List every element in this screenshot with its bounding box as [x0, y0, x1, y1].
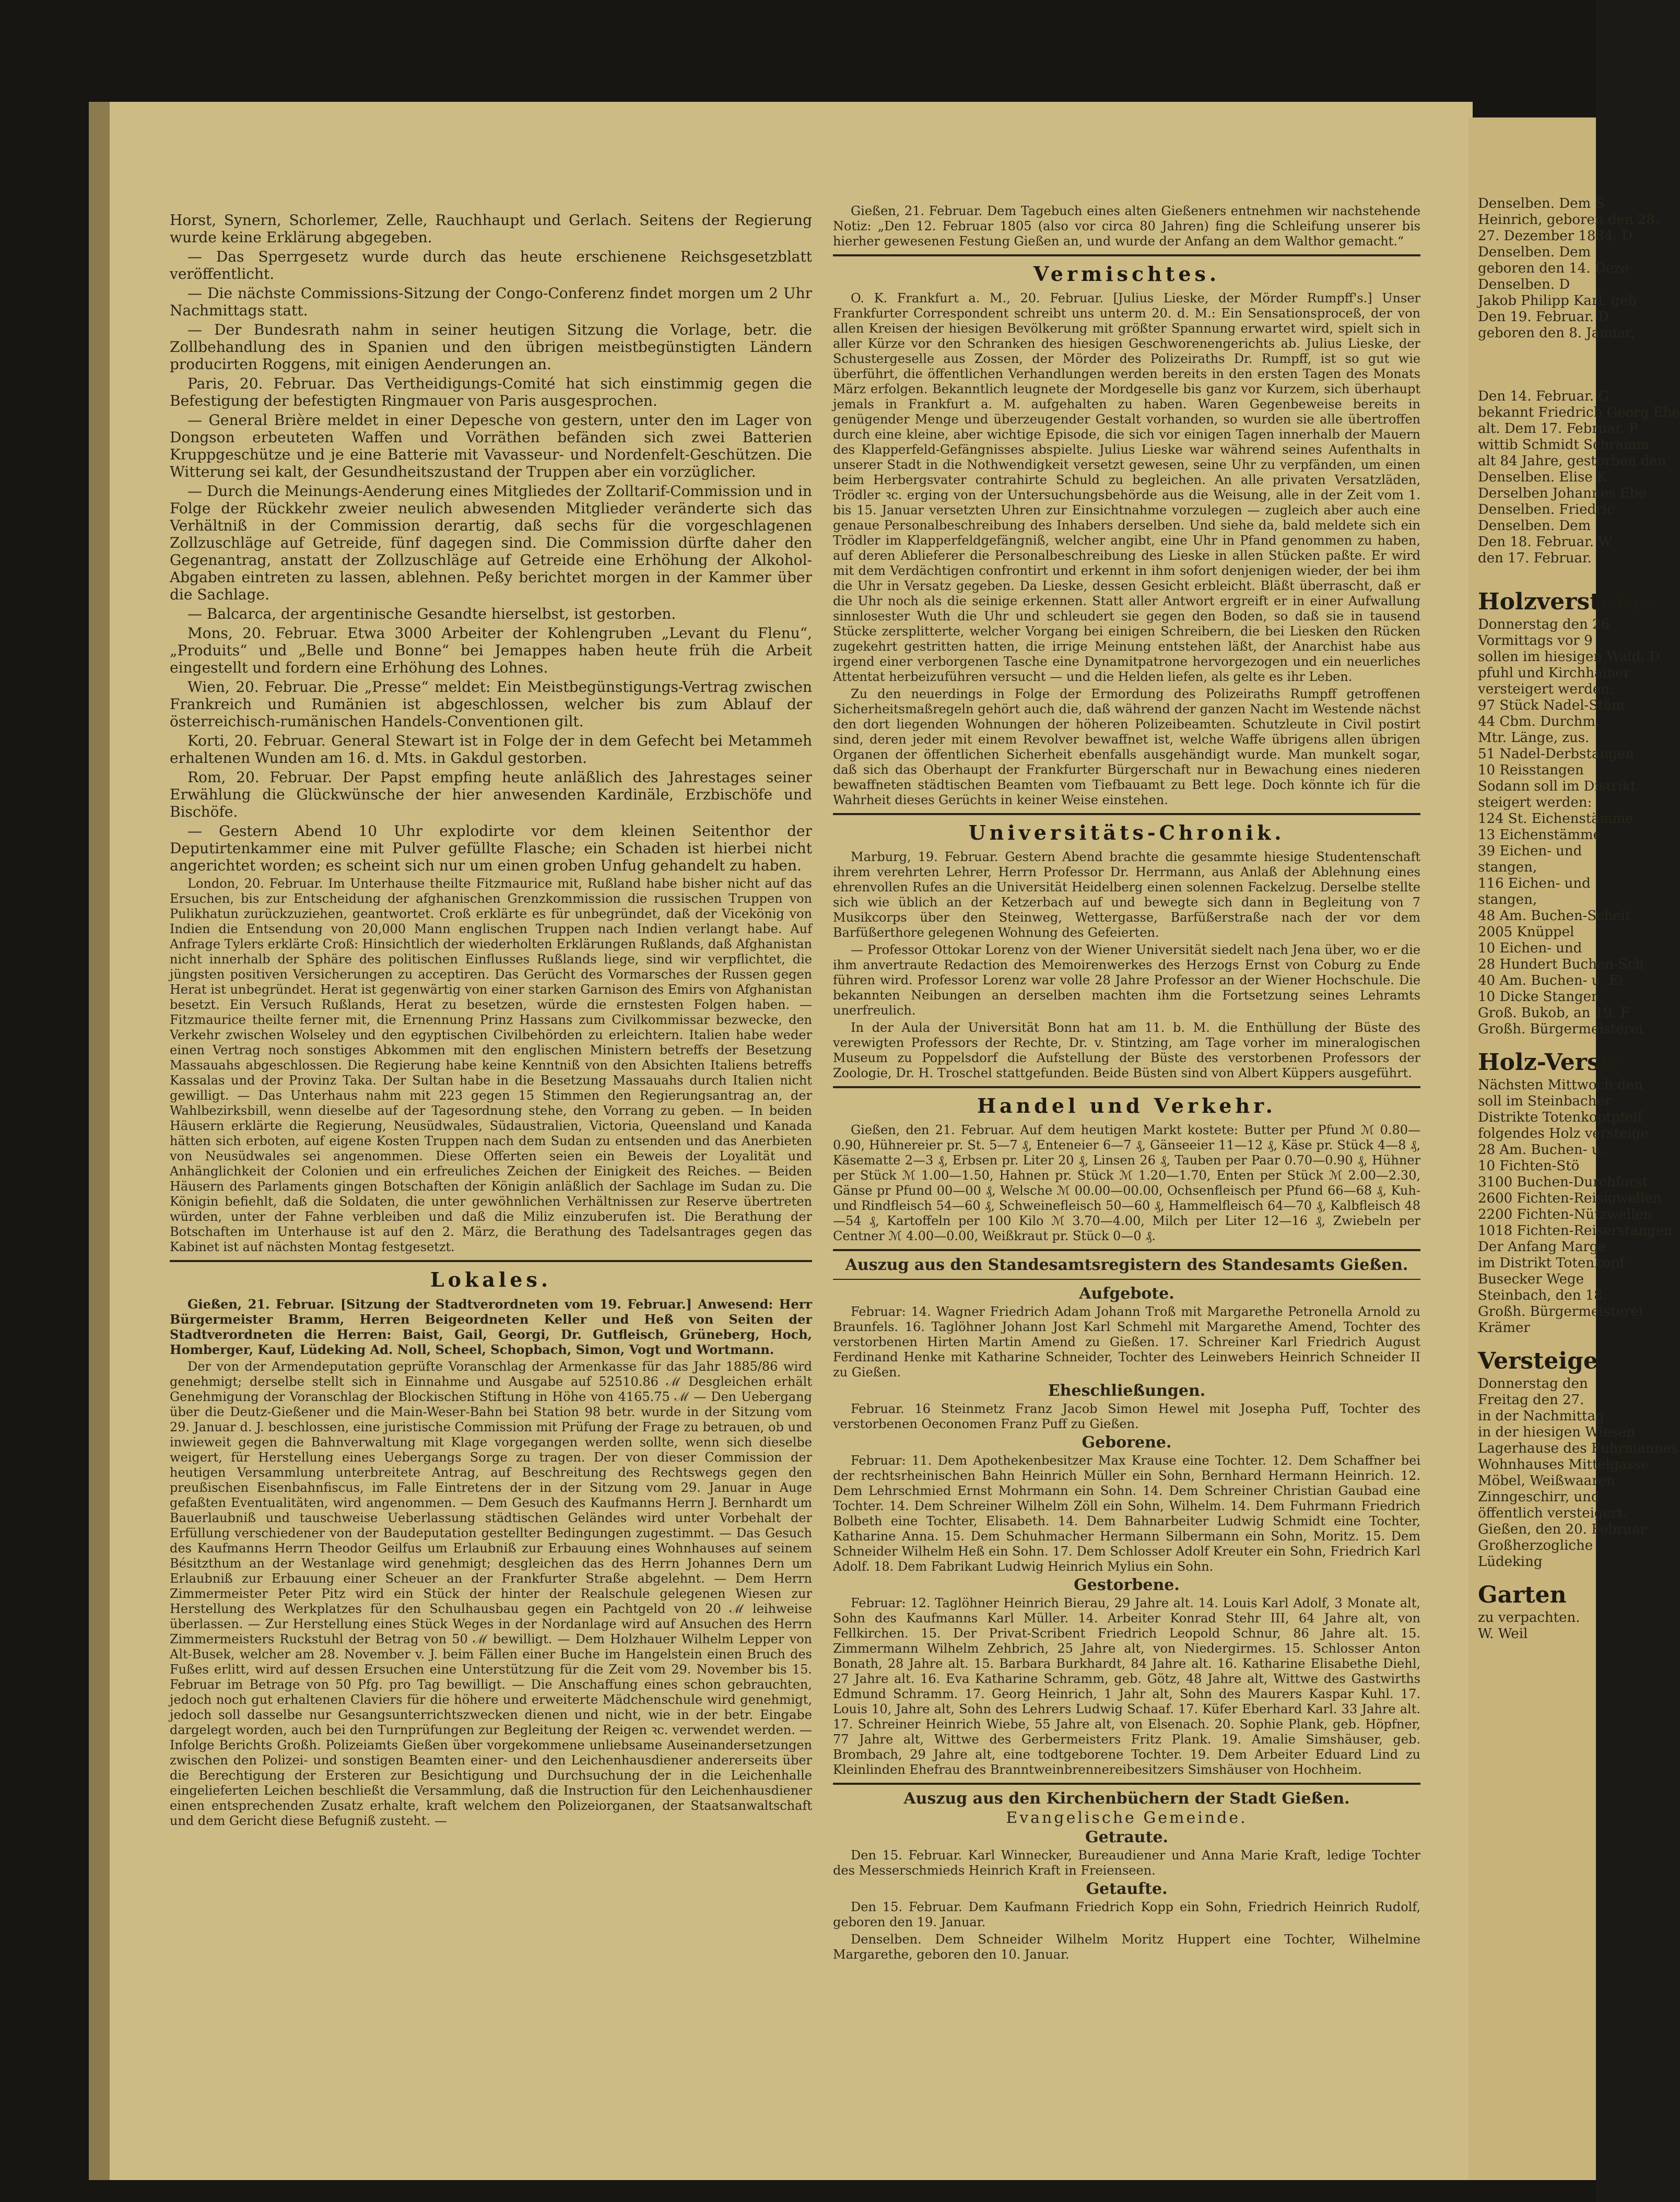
right-page-line: sollen im hiesigen Wald, D: [1478, 649, 1660, 665]
holzversteigerung-heading: Holzversteige: [1478, 588, 1654, 615]
holz-versteigerung-heading: Holz-Verste: [1478, 1049, 1626, 1076]
right-page-line: Groß. Bukob, an 19. F: [1478, 1005, 1630, 1021]
right-page-column: [1478, 117, 1680, 1642]
right-page-line: 97 Stück Nadel-Stäm: [1478, 698, 1625, 713]
right-page-line: Distrikte Totenkoptpfeif: [1478, 1110, 1643, 1125]
news-paragraph: — Gestern Abend 10 Uhr explodirte vor dem kleinen Seitenthor der Deputirtenkammer eine mit Pulver gefüllte Flasche; ein Schaden ist hierbei nicht angerichtet worden; es scheint sich nur um einen groben Unfug gehandelt zu haben.: [170, 822, 812, 874]
getraute-heading: Getraute.: [1085, 1828, 1168, 1846]
right-page-line: stangen,: [1478, 859, 1537, 875]
gestorbene-paragraph: Februar: 12. Taglöhner Heinrich Bierau, 29 Jahre alt. 14. Louis Karl Adolf, 3 Monate alt, Sohn des Kaufmanns Karl Müller. 14. Arbeiter Konrad Stehr III, 64 Jahre alt, von Fellkirchen. 15. Der Privat-Scribent Friedrich Leopold Schnur, 86 Jahre alt. 15. Zimmermann Wilhelm Zehbrich, 25 Jahre alt, von Niedergirmes. 15. Schlosser Anton Bonath, 28 Jahre alt. 15. Barbara Burkhardt, 84 Jahre alt. 16. Katharine Elisabethe Diehl, 27 Jahre alt. 16. Eva Katharine Schramm, geb. Götz, 48 Jahre alt, Wittwe des Gastwirths Edmund Schramm. 17. Georg Heinrich, 1 Jahr alt, Sohn des Maurers Kaspar Kuhl. 17. Louis 10, Jahre alt, Sohn des Lehrers Ludwig Schaaf. 17. Küfer Eberhard Karl. 33 Jahre alt. 17. Schreiner Heinrich Wiebe, 55 Jahre alt, von Elsenach. 20. Sophie Plank, geb. Höpfner, 77 Jahre alt, Wittwe des Gerbermeisters Fritz Plank. 19. Amalie Simshäuser, geb. Brombach, 29 Jahre alt, eine todtgeborene Tochter. 19. Dem Arbeiter Eduard Lind zu Kleinlinden Ehefrau des Branntweinbrennereibesitzers Simshäuser von Hochheim.: [833, 1596, 1420, 1777]
right-page-line: 2600 Fichten-Reisigwellen: [1478, 1191, 1662, 1206]
right-page-line: 28 Am. Buchen- u.: [1478, 1142, 1605, 1158]
eheschliessungen-paragraph: Februar. 16 Steinmetz Franz Jacob Simon Hewel mit Josepha Puff, Tochter des verstorbenen Oeconomen Franz Puff zu Gießen.: [833, 1402, 1420, 1431]
aufgebote-paragraph: Februar: 14. Wagner Friedrich Adam Johann Troß mit Margarethe Petronella Arnold zu Braunfels. 16. Taglöhner Johann Jost Karl Schmehl mit Margarethe Amend, Tochter des verstorbenen Hirten Martin Amend zu Gießen. 17. Schreiner Karl Friedrich August Ferdinand Henke mit Katharine Schneider, Tochter des Leinwebers Heinrich Schneider II zu Gießen.: [833, 1304, 1420, 1380]
news-paragraph: Rom, 20. Februar. Der Papst empfing heute anläßlich des Jahrestages seiner Erwählung die Glückwünsche der hier anwesenden Kardinäle, Erzbischöfe und Bischöfe.: [170, 769, 812, 820]
aufgebote-heading: Aufgebote.: [1079, 1285, 1174, 1303]
right-page-line: öffentlich versteigert.: [1478, 1505, 1628, 1521]
news-paragraph: Paris, 20. Februar. Das Vertheidigungs-Comité hat sich einstimmig gegen die Befestigung der befestigten Ringmauer von Paris ausgesprochen.: [170, 375, 812, 409]
page-gutter-shadow: [89, 102, 110, 2180]
lokales-heading: Lokales.: [430, 1268, 552, 1291]
right-page-line: Derselben Johannes Ebe: [1478, 486, 1647, 501]
right-page-line: 124 St. Eichenstämme: [1478, 811, 1634, 827]
right-page-line: Zinngeschirr, und: [1478, 1489, 1600, 1505]
right-page-line: geboren den 14. Deze: [1478, 261, 1629, 276]
left-column: [170, 211, 812, 1831]
news-paragraph: — Der Bundesrath nahm in seiner heutigen Sitzung die Vorlage, betr. die Zollbehandlung des in Spanien und den übrigen meistbegünstigten Ländern producirten Roggens, mit einigen Aenderungen an.: [170, 321, 812, 373]
right-page-line: 48 Am. Buchen-Scheit: [1478, 908, 1631, 924]
vermischtes-heading: Vermischtes.: [1033, 262, 1220, 286]
news-paragraph: Horst, Synern, Schorlemer, Zelle, Rauchhaupt und Gerlach. Seitens der Regierung wurde keine Erklärung abgegeben.: [170, 211, 812, 246]
uni-paragraph: — Professor Ottokar Lorenz von der Wiener Universität siedelt nach Jena über, wo er die ihm anvertraute Redaction des Memoirenwerkes des Herzogs Ernst von Coburg zu Ende führen wird. Professor Lorenz war volle 28 Jahre Professor an der Wiener Hochschule. Die bekannten Neibungen an derselben machten ihm die Fortsetzung seines Lehramts unerfreulich.: [833, 943, 1420, 1018]
evangelische-gemeinde-subheading: Evangelische Gemeinde.: [1006, 1809, 1248, 1827]
getaufte-heading: Getaufte.: [1086, 1880, 1168, 1898]
news-paragraph: Mons, 20. Februar. Etwa 3000 Arbeiter der Kohlengruben „Levant du Flenu“, „Produits“ und „Belle und Bonne“ bei Jemappes haben heute früh die Arbeit eingestellt und fordern eine Erhöhung des Lohnes.: [170, 625, 812, 676]
lokales-paragraph: Der von der Armendeputation geprüfte Voranschlag der Armenkasse für das Jahr 1885/86 wird genehmigt; derselbe stellt sich in Einnahme und Ausgabe auf 52510.86 ℳ Desgleichen erhält Genehmigung der Voranschlag der Blockischen Stiftung in Höhe von 4165.75 ℳ — Den Uebergang über die Deutz-Gießener und die Main-Weser-Bahn bei Station 98 betr. wurde in der Sitzung vom 29. Januar d. J. beschlossen, eine juristische Commission mit Prüfung der Frage zu betrauen, ob und inwieweit gegen die Bahnverwaltung mit Klage vorgegangen werden sollte, wenn sich dieselbe weigert, für Herstellung eines Uebergangs Sorge zu tragen. Der von dieser Commission der heutigen Versammlung unterbreitete Antrag, auf Beschreitung des Rechtswegs gegen den preußischen Eisenbahnfiscus, im Falle Eintretens der in der Sitzung vom 29. Januar in Auge gefaßten Eventualitäten, wird angenommen. — Dem Gesuch des Kaufmanns Herrn J. Bernhardt um Bauerlaubniß und tauschweise Ueberlassung städtischen Geländes wird unter Vorbehalt der Erfüllung verschiedener von der Baudeputation gestellter Bedingungen zugestimmt. — Das Gesuch des Kaufmanns Herrn Theodor Geilfus um Erlaubniß zur Erbauung eines Wohnhauses auf seinem Bésitzthum an der Westanlage wird genehmigt; desgleichen das des Herrn Johannes Dern um Erlaubniß zur Erbauung einer Scheuer an der Frankfurter Straße abgelehnt. — Dem Herrn Zimmermeister Peter Pitz wird ein Stück der hinter der Realschule gelegenen Wiesen zur Herstellung des Werkplatzes für den Schulhausbau gegen ein Pachtgeld von 20 ℳ leihweise überlassen. — Zur Herstellung eines Stück Weges in der Nordanlage wird auf Ansuchen des Herrn Zimmermeisters Ruckstuhl der Betrag von 50 ℳ bewilligt. — Dem Holzhauer Wilhelm Lepper von Alt-Busek, welcher am 28. November v. J. beim Fällen einer Buche im Hangelstein einen Bruch des Fußes erlitt, wird auf dessen Ersuchen eine Unterstützung für die Zeit vom 29. November bis 15. Februar im Betrage von 50 Pfg. pro Tag bewilligt. — Die Anschaffung eines schon gebrauchten, jedoch noch gut erhaltenen Claviers für die höhere und erweiterte Mädchenschule wird genehmigt, jedoch soll dasselbe nur Gesangsunterrichtszwecken dienen und nicht, wie in der betr. Eingabe dargelegt worden, auch bei den Turnprüfungen zur Begleitung der Reigen ꝛc. verwendet werden. — Infolge Berichts Großh. Polizeiamts Gießen über vorgekommene unliebsame Auseinandersetzungen zwischen den Polizei- und sonstigen Beamten einer- und den Leichenhausdiener andererseits über die Berechtigung der Ersteren zur Besichtigung und Durchsuchung der in die Leichenhalle eingelieferten Leichen beschließt die Versammlung, daß die Instruction für den Leichenhausdiener einen entsprechenden Zusatz erhalte, kraft welchem den Polizeiorganen, der Staatsanwaltschaft und dem Gericht diese Befugniß zusteht. —: [170, 1359, 812, 1828]
right-page-line: 28 Hundert Buchen-Sch: [1478, 957, 1644, 972]
section-divider: [833, 1086, 1420, 1088]
section-divider: [170, 1260, 812, 1262]
right-page-line: Lagerhause des Fuhrmannes: [1478, 1441, 1678, 1456]
right-page-line: Freitag den 27.: [1478, 1392, 1584, 1408]
right-page-line: zu verpachten.: [1478, 1610, 1580, 1626]
right-page-line: Großh. Bürgermeisterei: [1478, 1021, 1643, 1037]
uni-paragraph: Marburg, 19. Februar. Gestern Abend brachte die gesammte hiesige Studentenschaft ihrem verehrten Lehrer, Herrn Professor Dr. Herrmann, aus Anlaß der Ablehnung eines ehrenvollen Rufes an die Universität Heidelberg einen solennen Fackelzug. Derselbe stellte sich wie üblich an der Ketzerbach auf und bewegte sich dann in Begleitung von 7 Musikcorps über den Steinweg, Wettergasse, Barfüßerstraße nach der vor dem Barfüßerthore gelegenen Wohnung des Gefeierten.: [833, 850, 1420, 940]
right-page-line: Denselben. Dem: [1478, 244, 1591, 260]
getaufte-paragraph: Denselben. Dem Schneider Wilhelm Moritz Huppert eine Tochter, Wilhelmine Margarethe, geboren den 10. Januar.: [833, 1932, 1420, 1962]
section-divider: [833, 1783, 1420, 1785]
right-page-line: Denselben. Dem: [1478, 518, 1591, 534]
right-page-line: den 17. Februar.: [1478, 550, 1592, 566]
right-page-line: 39 Eichen- und: [1478, 843, 1582, 859]
right-page-line: 13 Eichenstämme: [1478, 827, 1602, 843]
eheschliessungen-heading: Eheschließungen.: [1048, 1382, 1206, 1400]
right-page-line: 40 Am. Buchen- u. Ei: [1478, 973, 1624, 988]
right-page-line: 10 Fichten-Stö: [1478, 1158, 1580, 1174]
right-page-line: Der Anfang Marge: [1478, 1239, 1606, 1255]
uni-paragraph: In der Aula der Universität Bonn hat am 11. b. M. die Enthüllung der Büste des verewigten Professors der Rechte, Dr. v. Stintzing, am Tage vorher im mineralogischen Museum zu Poppelsdorf die Aufstellung der Büste des verstorbenen Professors der Zoologie, Dr. H. Troschel stattgefunden. Beide Büsten sind von Albert Küppers ausgeführt.: [833, 1020, 1420, 1080]
right-page-line: Jakob Philipp Karl, geb: [1478, 293, 1637, 309]
right-page-line: Denselben. D: [1478, 277, 1570, 292]
kirchenbuecher-heading: Auszug aus den Kirchenbüchern der Stadt Gießen.: [903, 1789, 1350, 1808]
news-paragraph: — Das Sperrgesetz wurde durch das heute erschienene Reichsgesetzblatt veröffentlicht.: [170, 248, 812, 282]
right-page-line: Großh. Bürgermeisterei: [1478, 1304, 1643, 1320]
right-page-line: 10 Eichen- und: [1478, 940, 1582, 956]
right-page-line: Großherzogliche: [1478, 1538, 1593, 1553]
right-page-line: Nächsten Mittwoch den: [1478, 1077, 1643, 1093]
versteigerung-heading: Versteige: [1478, 1348, 1598, 1374]
right-page-line: Krämer: [1478, 1320, 1530, 1336]
right-page-line: in der Nachmittag: [1478, 1408, 1604, 1424]
right-page-line: geboren den 8. Januar.: [1478, 325, 1635, 341]
right-page-line: 1018 Fichten-Reiserstangen: [1478, 1223, 1673, 1239]
vermischtes-paragraph: O. K. Frankfurt a. M., 20. Februar. [Julius Lieske, der Mörder Rumpff's.] Unser Frankfurter Correspondent schreibt uns unterm 20. d. M.: Ein Sensationsproceß, der von allen Kreisen der hiesigen Bevölkerung mit größter Spannung erwartet wird, spielt sich in aller Kürze vor den Schranken des hiesigen Geschworenengerichts ab. Julius Lieske, der Schustergeselle aus Zossen, der Mörder des Polizeiraths Dr. Rumpff, ist so gut wie überführt, die öffentlichen Verhandlungen werden bereits in den ersten Tagen des Monats März erfolgen. Bekanntlich leugnete der Mordgeselle bis ganz vor Kurzem, sich überhaupt jemals in Frankfurt a. M. aufgehalten zu haben. Waren Gegenbeweise bereits in genügender Menge und überzeugender Gestalt vorhanden, so wurden sie alle übertroffen durch eine kleine, aber wichtige Episode, die sich vor einigen Tagen innerhalb der Mauern des Klapperfeld-Gefängnisses abspielte. Julius Lieske war während seines Aufenthalts in unserer Stadt in die Nothwendigkeit versetzt gewesen, seine Uhr zu verpfänden, um einen beim Herbergsvater contrahirte Schuld zu begleichen. An alle privaten Versatzläden, Trödler ꝛc. erging von der Untersuchungsbehörde aus die Weisung, alle in der Zeit vom 1. bis 15. Januar versetzten Uhren zur Einsichtnahme vorzulegen — zugleich aber auch eine genaue Personalbeschreibung des Inhabers derselben. Und siehe da, bald meldete sich ein Trödler im Klapperfeldgefängniß, welcher angibt, eine Uhr in Pfand genommen zu haben, auf deren Ablieferer die Personalbeschreibung des Lieske in allen Stücken paßte. Er wird mit dem Verdächtigen confrontirt und erkennt in ihm sofort denjenigen wieder, der bei ihm die Uhr in Versatz gegeben. Da Lieske, dessen Gesicht erbleicht. Bläßt überrascht, daß er die Uhr noch als die seinige erkennen. Statt aller Antwort ergreift er in einer Aufwallung sinnlosester Wuth die Uhr und schleudert sie gegen den Boden, so daß sie in tausend Stücke zersplitterte, welcher Vorgang bei einigen Schreibern, die bei Liesken den Rücken zugekehrt gestritten hatten, die irrige Meinung entstehen läßt, der Anarchist habe aus irgend einer verborgenen Tasche eine Dynamitpatrone hervorgezogen und ein neuerliches Attentat herbeizuführen versucht — und die Helden liefen, als gelte es ihr Leben.: [833, 291, 1420, 684]
right-page-line: alt. Dem 17. Februar. P: [1478, 421, 1638, 437]
middle-column: [833, 204, 1420, 1964]
section-divider: [833, 1279, 1420, 1280]
right-page-line: in der hiesigen Wiesen: [1478, 1424, 1635, 1440]
right-page-line: Den 19. Februar. D: [1478, 309, 1609, 325]
right-page-line: 3100 Buchen-Durchforst: [1478, 1174, 1648, 1190]
right-page-line: Donnerstag den 26: [1478, 617, 1610, 632]
right-page-line: im Distrikt Totenkopf: [1478, 1255, 1625, 1271]
getaufte-paragraph: Den 15. Februar. Dem Kaufmann Friedrich Kopp ein Sohn, Friedrich Heinrich Rudolf, geboren den 19. Januar.: [833, 1900, 1420, 1929]
right-page-line: Denselben. Dem S: [1478, 196, 1605, 211]
news-paragraph: Korti, 20. Februar. General Stewart ist in Folge der in dem Gefecht bei Metammeh erhaltenen Wunden am 16. d. Mts. in Gakdul gestorben.: [170, 732, 812, 767]
gestorbene-heading: Gestorbene.: [1074, 1576, 1180, 1594]
right-page-line: pfuhl und Kirchhainer: [1478, 665, 1630, 681]
right-page-line: Vormittags vor 9: [1478, 633, 1593, 649]
getraute-paragraph: Den 15. Februar. Karl Winnecker, Bureaudiener und Anna Marie Kraft, ledige Tochter des Messerschmieds Heinrich Kraft in Freienseen.: [833, 1848, 1420, 1878]
right-page-line: Steinbach, den 18.: [1478, 1288, 1607, 1303]
news-paragraph: — General Brière meldet in einer Depesche von gestern, unter den im Lager von Dongson erbeuteten Waffen und Vorräthen befänden sich zwei Batterien Kruppgeschütze und je eine Batterie mit Vavasseur- und Nordenfelt-Geschützen. Die Witterung sei kalt, der Gesundheitszustand der Truppen aber ein vorzüglicher.: [170, 411, 812, 480]
right-page-line: alt 84 Jahre, gestorben den: [1478, 453, 1666, 469]
right-page-line: stangen,: [1478, 892, 1537, 908]
universitaets-chronik-heading: Universitäts-Chronik.: [968, 821, 1285, 844]
news-paragraph: — Balcarca, der argentinische Gesandte hierselbst, ist gestorben.: [187, 605, 676, 622]
right-page-line: 27. Dezember 1884. D: [1478, 228, 1632, 244]
right-page-line: Heinrich, geboren den 28.: [1478, 212, 1660, 228]
right-page-line: W. Weil: [1478, 1626, 1528, 1642]
right-page-line: folgendes Holz versteige: [1478, 1126, 1649, 1141]
right-facing-page: [1468, 117, 1680, 2180]
right-page-line: 2005 Knüppel: [1478, 924, 1575, 940]
right-page-line: soll im Steinbacher: [1478, 1093, 1612, 1109]
right-page-line: Den 14. Februar. G: [1478, 388, 1609, 404]
london-paragraph: London, 20. Februar. Im Unterhause theilte Fitzmaurice mit, Rußland habe bisher nicht auf das Ersuchen, bis zur Entscheidung der afghanischen Grenzkommission die russischen Truppen von Pulikhatun zurückzuziehen, geantwortet. Croß erklärte es für unbegründet, daß der Vicekönig von Indien die Entsendung von 20,000 Mann englischen Truppen nach Indien verlangt habe. Auf Anfrage Tylers erklärte Croß: Hinsichtlich der wiederholten Erklärungen Rußlands, daß Afghanistan nicht innerhalb der Sphäre des politischen Einflusses Rußlands liege, sind wir verpflichtet, die jüngsten positiven Versicherungen zu acceptiren. Das Gerücht des Vormarsches der Russen gegen Herat ist unbegründet. Herat ist gegenwärtig von einer starken Garnison des Emirs von Afghanistan besetzt. Ein Versuch Rußlands, Herat zu besetzen, würde die ernstesten Folgen haben. — Fitzmaurice theilte ferner mit, die Ernennung Prinz Hassans zum Civilkommissar bezwecke, den Verkehr zwischen Wolseley und den egyptischen Civilbehörden zu erleichtern. Italien habe weder einen Vertrag noch sonstiges Abkommen mit den englischen Ministern betreffs der Besetzung Massauahs abgeschlossen. Die Regierung habe keine Kenntniß von den Absichten Italiens betreffs Kassalas und der Provinz Taka. Der Sultan habe in die Besetzung Massauahs durch Italien nicht gewilligt. — Das Unterhaus nahm mit 223 gegen 15 Stimmen den Regierungsantrag an, der Wahlbezirksbill, wenn dieselbe auf der Tagesordnung stehe, den Vorrang zu geben. — In beiden Häusern erklärte die Regierung, Neusüdwales, Südaustralien, Victoria, Queensland und Kanada hätten sich erboten, auf eigene Kosten Truppen nach dem Sudan zu entsenden und das Anerbieten von Neusüdwales sei angenommen. Diese Offerten seien ein Beweis der Loyalität und Anhänglichkeit der Colonien und ein erfreuliches Zeichen der Einigkeit des Reiches. — Beiden Häusern des Parlaments gingen Botschaften der Königin anläßlich der Sachlage im Sudan zu. Die Königin befiehlt, daß die Soldaten, die unter gewöhnlichen Verhältnissen zur Reserve übertreten würden, unter der Fahne verbleiben und daß die Miliz einzuberufen ist. Die Berathung der Botschaften im Unterhause ist auf den 2. März, die Berathung des Tadelsantrages gegen das Kabinet ist auf nächsten Montag festgesetzt.: [170, 876, 812, 1254]
right-page-line: Donnerstag den: [1478, 1376, 1588, 1392]
geborene-heading: Geborene.: [1082, 1433, 1172, 1452]
market-prices-paragraph: Gießen, den 21. Februar. Auf dem heutigen Markt kostete: Butter per Pfund ℳ 0.80—0.90, Hühnereier pr. St. 5—7 ₰, Enteneier 6—7 ₰, Gänseeier 11—12 ₰, Käse pr. Stück 4—8 ₰, Käsematte 2—3 ₰, Erbsen pr. Liter 20 ₰, Linsen 26 ₰, Tauben per Paar 0.70—0.90 ₰, Hühner per Stück ℳ 1.00—1.50, Hahnen pr. Stück ℳ 1.20—1.70, Enten per Stück ℳ 2.00—2.30, Gänse pr Pfund 00—00 ₰, Welsche ℳ 00.00—00.00, Ochsenfleisch per Pfund 66—68 ₰, Kuh- und Rindfleisch 54—60 ₰, Schweinefleisch 50—60 ₰, Hammelfleisch 64—70 ₰, Kalbfleisch 48—54 ₰, Kartoffeln per 100 Kilo ℳ 3.70—4.00, Milch per Liter 12—16 ₰, Zwiebeln per Centner ℳ 4.00—0.00, Weißkraut pr. Stück 0—0 ₰.: [833, 1123, 1420, 1243]
right-page-line: 116 Eichen- und: [1478, 876, 1591, 891]
handel-verkehr-heading: Handel und Verkehr.: [977, 1094, 1276, 1117]
geborene-paragraph: Februar: 11. Dem Apothekenbesitzer Max Krause eine Tochter. 12. Dem Schaffner bei der rechtsrheinischen Bahn Heinrich Müller ein Sohn, Bernhard Hermann Heinrich. 12. Dem Lehrschmied Ernst Mohrmann ein Sohn. 14. Dem Schreiner Christian Gaubad eine Tochter. 14. Dem Schreiner Wilhelm Zöll ein Sohn, Wilhelm. 14. Dem Fuhrmann Friedrich Bolbeth eine Tochter, Elisabeth. 14. Dem Bahnarbeiter Ludwig Schmidt eine Tochter, Katharine Anna. 15. Dem Schuhmacher Hermann Silbermann ein Sohn, Moritz. 15. Dem Schneider Wilhelm Heß ein Sohn. 17. Dem Schlosser Adolf Kreuter ein Sohn, Friedrich Karl Adolf. 18. Dem Fabrikant Ludwig Heinrich Mylius ein Sohn.: [833, 1453, 1420, 1574]
right-page-line: Busecker Wege: [1478, 1271, 1584, 1287]
standesamt-heading: Auszug aus den Standesamtsregistern des Standesamts Gießen.: [845, 1256, 1408, 1274]
right-page-line: bekannt Friedrich Georg Ebe: [1478, 405, 1680, 420]
right-page-line: Lüdeking: [1478, 1554, 1543, 1570]
section-divider: [833, 1249, 1420, 1251]
right-page-line: 10 Dicke Stangen: [1478, 989, 1600, 1005]
section-divider: [833, 254, 1420, 256]
right-page-line: versteigert werden:: [1478, 681, 1614, 697]
right-page-line: wittib Schmidt Schramm: [1478, 437, 1650, 453]
garten-heading: Garten: [1478, 1582, 1567, 1608]
right-page-line: Möbel, Weißwaaren: [1478, 1473, 1615, 1489]
section-divider: [833, 813, 1420, 815]
right-page-line: 2200 Fichten-Nützwellen: [1478, 1207, 1652, 1222]
right-page-line: Wohnhauses Mittelgasse: [1478, 1457, 1649, 1473]
right-page-line: Sodann soll im Distrikt: [1478, 779, 1636, 794]
lokales-paragraph: Gießen, 21. Februar. [Sitzung der Stadtverordneten vom 19. Februar.] Anwesend: Herr Bürgermeister Bramm, Herren Beigeordneten Keller und Heß von Seiten der Stadtverordneten die Herren: Baist, Gail, Georgi, Dr. Gutfleisch, Grüneberg, Hoch, Homberger, Kauf, Lüdeking Ad. Noll, Scheel, Schopbach, Simon, Vogt und Wortmann.: [170, 1297, 812, 1357]
vermischtes-paragraph: Zu den neuerdings in Folge der Ermordung des Polizeiraths Rumpff getroffenen Sicherheitsmaßregeln gehört auch die, daß während der ganzen Nacht im Westende nächst den dort liegenden Wohnungen der höheren Polizeibeamten. Schutzleute in Civil postirt sind, deren jeder mit einem Revolver bewaffnet ist, welche Waffe übrigens allen übrigen Organen der öffentlichen Sicherheit ebenfalls ausgehändigt wurde. Man munkelt sogar, daß sich das Oberhaupt der Frankfurter Bürgerschaft nur in Bewachung eines niederen bewaffneten städtischen Beamten vom Tiefbauamt zu Bett lege. Doch könnte ich für die Wahrheit dieses Gerüchts in keiner Weise einstehen.: [833, 687, 1420, 807]
news-paragraph: — Durch die Meinungs-Aenderung eines Mitgliedes der Zolltarif-Commission und in Folge der Rückkehr zweier neulich abwesenden Mitglieder veränderte sich das Verhältniß in der Commission derartig, daß sechs für die vorgeschlagenen Zollzuschläge auf Getreide, fünf dagegen sind. Die Commission dürfte daher den Gegenantrag, anstatt der Zollzuschläge auf Getreide eine Erhöhung der Alkohol-Abgaben eintreten zu lassen, ablehnen. Peßy berichtet morgen in der Kammer über die Sachlage.: [170, 482, 812, 603]
news-paragraph: — Die nächste Commissions-Sitzung der Congo-Conferenz findet morgen um 2 Uhr Nachmittags statt.: [170, 285, 812, 319]
right-page-line: steigert werden:: [1478, 795, 1592, 810]
right-page-line: 51 Nadel-Derbstangen: [1478, 746, 1634, 762]
right-page-line: Den 18. Februar. W: [1478, 534, 1613, 550]
giessen-note: Gießen, 21. Februar. Dem Tagebuch eines alten Gießeners entnehmen wir nachstehende Notiz: „Den 12. Februar 1805 (also vor circa 80 Jahren) fing die Schleifung unserer bis hierher gewesenen Festung Gießen an, und wurde der Anfang an dem Walthor gemacht.“: [833, 204, 1420, 249]
right-page-line: Denselben. Friedric: [1478, 502, 1615, 517]
right-page-line: Gießen, den 20. Februar: [1478, 1522, 1647, 1537]
right-page-line: Mtr. Länge, zus.: [1478, 730, 1590, 746]
right-page-line: Denselben. Elise K: [1478, 469, 1607, 485]
right-page-line: 10 Reisstangen: [1478, 762, 1584, 778]
right-page-line: 44 Cbm. Durchm.: [1478, 714, 1600, 729]
news-paragraph: Wien, 20. Februar. Die „Presse“ meldet: Ein Meistbegünstigungs-Vertrag zwischen Frankreich und Rumänien ist abgeschlossen, welcher bis zum Ablauf der österreichisch-rumänischen Handels-Conventionen gilt.: [170, 678, 812, 730]
